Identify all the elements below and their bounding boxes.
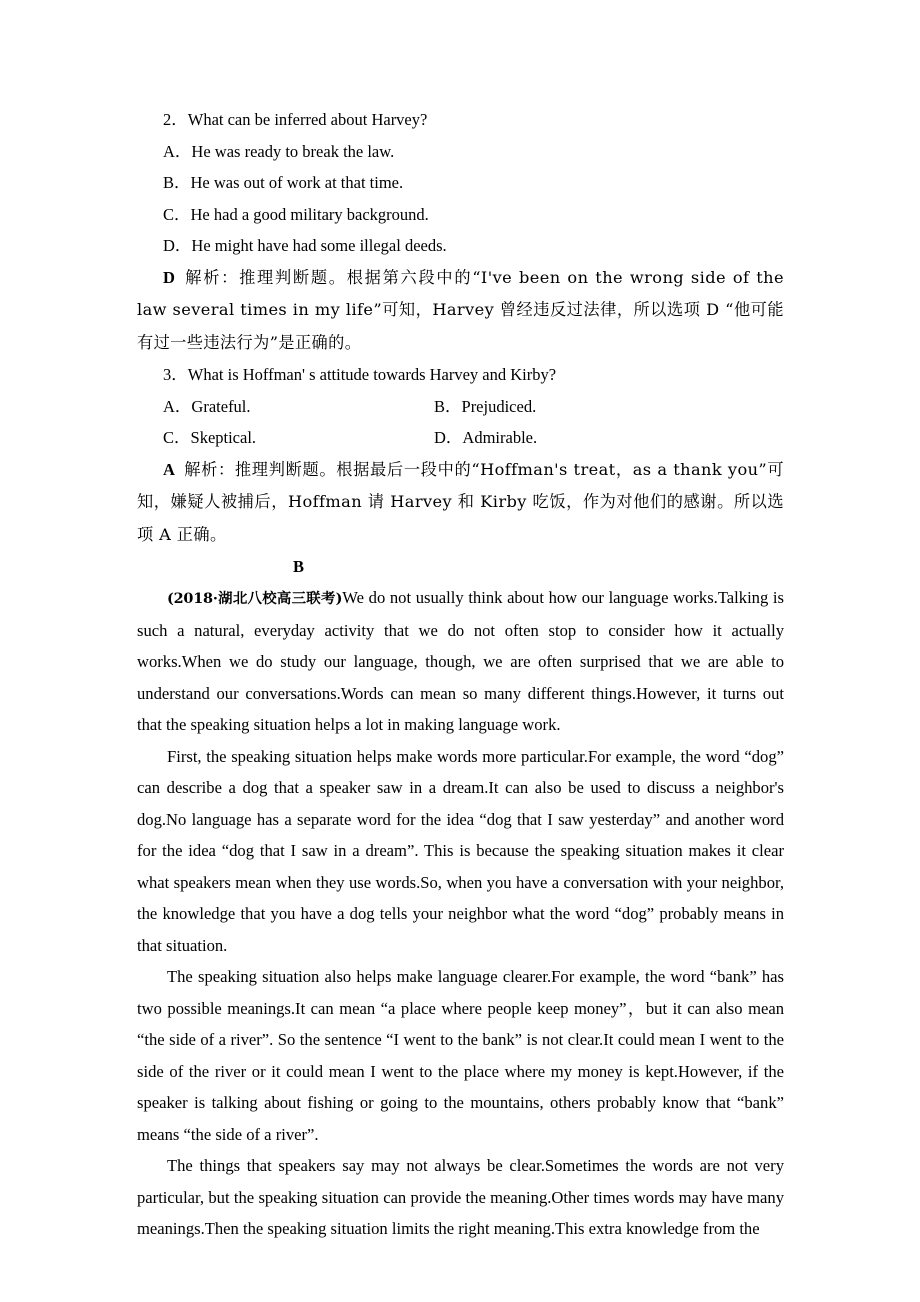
question-3-text: What is Hoffman' s attitude towards Harvey and Kirby?	[187, 365, 557, 384]
option-label-c: C．	[163, 204, 191, 224]
option-text-a: Grateful.	[191, 396, 251, 416]
option-text-a: He was ready to break the law.	[191, 141, 395, 161]
question-3-option-row-2	[137, 422, 784, 454]
question-2-option-a[interactable]	[137, 136, 784, 168]
option-text-d: He might have had some illegal deeds.	[191, 236, 447, 255]
question-3-option-d[interactable]	[434, 422, 537, 454]
passage-paragraph-3: The speaking situation also helps make language clearer.For example, the word “bank” has two possible meanings.It can mean “a place where people keep money”，but it can also mean “the side of a river”. So the sentence “I went to the bank” is not clear.It could mean I went to the side of the river or it could mean I went to the place where my money is kept.However, if the speaker is talking about fishing or going to the mountains, others probably know that “bank” means “the side of a river”.	[137, 967, 784, 1144]
question-2-explanation	[137, 262, 784, 360]
passage-paragraph-4: The things that speakers say may not always be clear.Sometimes the words are not very particular, but the speaking situation can provide the meaning.Other times words may have many meanings.Then the speaking situation limits the right meaning.This extra knowledge from the	[137, 1156, 784, 1238]
question-3-option-b[interactable]	[434, 391, 536, 423]
passage-paragraph-1	[137, 582, 784, 741]
option-text-c: Skeptical.	[190, 428, 257, 447]
option-label-b: B．	[163, 173, 191, 192]
passage-paragraph-2: First, the speaking situation helps make words more particular.For example, the word “dog” can describe a dog that a speaker saw in a dream.It can also be used to discuss a neighbor's dog.No language has a separate word for the idea “dog that I saw yesterday” and another word for the idea “dog that I saw in a dream”. This is because the speaking situation makes it clear what speakers mean when they use words.So, when you have a conversation with your neighbor, the knowledge that you have a dog tells your neighbor what the word “dog” probably means in that situation.	[137, 746, 784, 955]
question-2-option-b[interactable]	[137, 167, 784, 199]
question-3-explanation-text: 解析：推理判断题。根据最后一段中的“Hoffman's treat，as a thank you”可知，嫌疑人被捕后，Hoffman 请 Harvey 和 Kirby 吃饭，作为对他们的感谢。所以选项 A 正确。	[137, 459, 784, 544]
question-3-explanation	[137, 454, 784, 552]
option-label-a: A．	[163, 396, 192, 416]
question-2-option-c[interactable]	[137, 199, 784, 231]
passage-paragraph-1-text: We do not usually think about how our language works.Talking is such a natural, everyday activity that we do not often stop to consider how it actually works.When we do study our language, though, we are often surprised that we are able to understand our conversations.Words can mean so many different things.However, it turns out that the speaking situation helps a lot in making language work.	[137, 588, 784, 734]
option-text-c: He had a good military background.	[190, 204, 429, 224]
question-3-answer-letter: A	[163, 459, 175, 479]
question-2-stem	[137, 104, 784, 136]
source-tag: (2018·湖北八校高三联考)	[167, 590, 343, 607]
option-label-d: D．	[163, 236, 192, 255]
option-text-d: Admirable.	[462, 428, 538, 447]
option-label-d: D．	[434, 428, 463, 447]
question-2-number: 2．	[163, 110, 188, 129]
option-text-b: Prejudiced.	[461, 396, 537, 416]
option-label-a: A．	[163, 141, 192, 161]
question-3-option-row-1	[137, 391, 784, 423]
question-3-stem	[137, 359, 784, 391]
section-letter-b: B	[292, 557, 304, 576]
option-label-b: B．	[434, 396, 462, 416]
option-text-b: He was out of work at that time.	[190, 173, 404, 192]
question-2-option-d[interactable]	[137, 230, 784, 262]
question-3-option-c[interactable]	[163, 428, 256, 447]
question-3-number: 3．	[163, 365, 188, 384]
question-2-text: What can be inferred about Harvey?	[187, 110, 428, 129]
page-content	[137, 104, 784, 1245]
question-2-answer-letter: D	[163, 267, 175, 287]
question-2-explanation-text: 解析：推理判断题。根据第六段中的“I've been on the wrong side of the law several times in my life”可知，Harvey 曾经违反过法律，所以选项 D “他可能有过一些违法行为”是正确的。	[137, 267, 784, 352]
question-3-option-a[interactable]	[163, 397, 251, 416]
option-label-c: C．	[163, 428, 191, 447]
